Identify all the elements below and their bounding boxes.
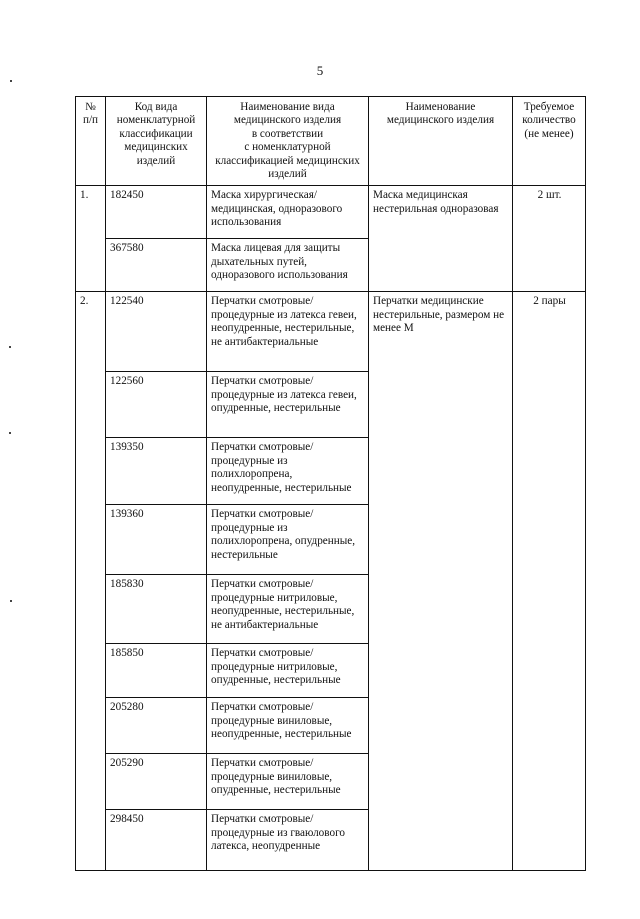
- header-item-name: [369, 97, 513, 186]
- item-name-cell: Перчатки медицинские нестерильные, размером не менее М: [369, 292, 513, 871]
- kind-name-cell: Перчатки смотровые/ процедурные виниловые, неопудренные, нестерильные: [207, 698, 369, 754]
- kind-name-cell: Перчатки смотровые/ процедурные из латекса гевеи, неопудренные, нестерильные, не антибактериальные: [207, 292, 369, 372]
- code-cell: 139360: [106, 505, 207, 575]
- quantity-cell: 2 пары: [513, 292, 586, 871]
- kind-name-cell: Перчатки смотровые/ процедурные нитриловые, неопудренные, нестерильные, не антибактериальные: [207, 575, 369, 644]
- code-cell: 182450: [106, 186, 207, 239]
- header-kind-name: [207, 97, 369, 186]
- header-code-text: Код вида номенклатурной классификации медицинских изделий: [116, 101, 196, 167]
- scan-speck: [9, 346, 11, 348]
- page-number: 5: [316, 63, 324, 78]
- header-code: [106, 97, 207, 186]
- kind-name-cell: Маска хирургическая/ медицинская, одноразового использования: [207, 186, 369, 239]
- medical-items-table: [75, 96, 586, 871]
- header-quantity-text: Требуемое количество (не менее): [522, 101, 576, 140]
- kind-name-cell: Перчатки смотровые/ процедурные из полихлоропрена, опудренные, нестерильные: [207, 505, 369, 575]
- scan-speck: [10, 80, 12, 82]
- kind-name-cell: Перчатки смотровые/ процедурные нитриловые, опудренные, нестерильные: [207, 644, 369, 698]
- table-header-row: [76, 97, 586, 186]
- header-number: [76, 97, 106, 186]
- code-cell: 139350: [106, 438, 207, 505]
- scan-speck: [10, 600, 12, 602]
- table-body: [76, 186, 586, 871]
- code-cell: 122540: [106, 292, 207, 372]
- kind-name-cell: Перчатки смотровые/ процедурные из латекса гевеи, опудренные, нестерильные: [207, 372, 369, 438]
- row-number-cell: 2.: [76, 292, 106, 871]
- header-kind-name-text: Наименование вида медицинского изделия в соответствии с номенклатурной классификацией медицинских изделий: [215, 101, 360, 181]
- quantity-cell: 2 шт.: [513, 186, 586, 292]
- table-row: [76, 186, 586, 239]
- header-number-text: № п/п: [82, 101, 99, 127]
- code-cell: 367580: [106, 239, 207, 292]
- code-cell: 298450: [106, 810, 207, 871]
- header-item-name-text: Наименование медицинского изделия: [386, 101, 495, 127]
- code-cell: 205280: [106, 698, 207, 754]
- row-number-cell: 1.: [76, 186, 106, 292]
- header-quantity: [513, 97, 586, 186]
- item-name-cell: Маска медицинская нестерильная одноразовая: [369, 186, 513, 292]
- kind-name-cell: Маска лицевая для защиты дыхательных путей, одноразового использования: [207, 239, 369, 292]
- code-cell: 205290: [106, 754, 207, 810]
- code-cell: 185830: [106, 575, 207, 644]
- kind-name-cell: Перчатки смотровые/ процедурные виниловые, опудренные, нестерильные: [207, 754, 369, 810]
- code-cell: 122560: [106, 372, 207, 438]
- code-cell: 185850: [106, 644, 207, 698]
- scan-speck: [9, 432, 11, 434]
- kind-name-cell: Перчатки смотровые/ процедурные из полихлоропрена, неопудренные, нестерильные: [207, 438, 369, 505]
- kind-name-cell: Перчатки смотровые/ процедурные из гваюлового латекса, неопудренные: [207, 810, 369, 871]
- table-row: [76, 292, 586, 372]
